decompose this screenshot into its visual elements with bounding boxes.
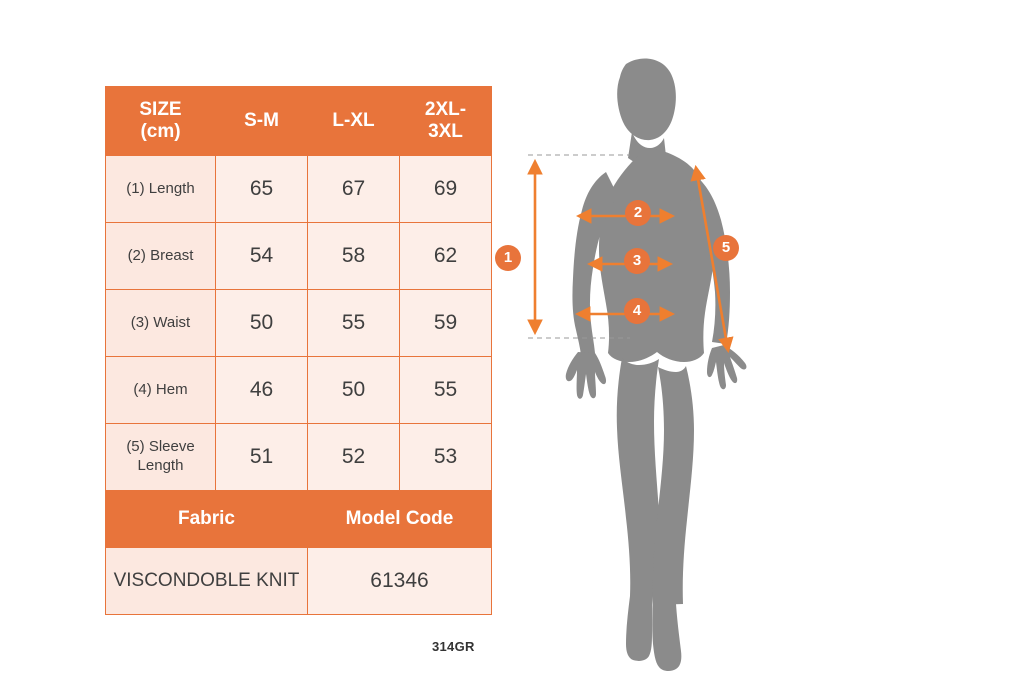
marker-3-waist: 3 bbox=[624, 248, 650, 274]
row-label-hem: (4) Hem bbox=[106, 357, 216, 424]
header-size-2xl3xl bbox=[400, 87, 492, 156]
table-row bbox=[106, 223, 492, 290]
marker-5-sleeve-length: 5 bbox=[713, 235, 739, 261]
cell-length-2xl3xl: 69 bbox=[400, 156, 492, 223]
table-header-row bbox=[106, 87, 492, 156]
header-size-line1: SIZE bbox=[139, 99, 182, 121]
cell-model-code-value: 61346 bbox=[308, 548, 492, 615]
fabric-header-row bbox=[106, 491, 492, 548]
mannequin-illustration bbox=[500, 20, 900, 690]
header-size-line2: (cm) bbox=[140, 121, 181, 142]
cell-fabric-value: VISCONDOBLE KNIT bbox=[106, 548, 308, 615]
cell-breast-lxl: 58 bbox=[308, 223, 400, 290]
marker-2-breast: 2 bbox=[625, 200, 651, 226]
body-silhouette bbox=[566, 58, 747, 671]
fabric-value-row bbox=[106, 548, 492, 615]
size-table bbox=[105, 86, 492, 615]
cell-sleeve-lxl: 52 bbox=[308, 424, 400, 491]
cell-waist-sm: 50 bbox=[216, 290, 308, 357]
cell-length-sm: 65 bbox=[216, 156, 308, 223]
gram-code-label: 314GR bbox=[432, 639, 475, 654]
table-row bbox=[106, 156, 492, 223]
table-row bbox=[106, 290, 492, 357]
header-fabric: Fabric bbox=[106, 491, 308, 548]
header-size bbox=[106, 87, 216, 156]
cell-sleeve-sm: 51 bbox=[216, 424, 308, 491]
cell-sleeve-2xl3xl: 53 bbox=[400, 424, 492, 491]
row-label-sleeve-length: (5) Sleeve Length bbox=[106, 424, 216, 491]
cell-length-lxl: 67 bbox=[308, 156, 400, 223]
header-size-2xl3xl-line1: 2XL- bbox=[424, 99, 467, 121]
row-label-waist: (3) Waist bbox=[106, 290, 216, 357]
cell-hem-lxl: 50 bbox=[308, 357, 400, 424]
row-label-breast: (2) Breast bbox=[106, 223, 216, 290]
table-row bbox=[106, 424, 492, 491]
cell-hem-sm: 46 bbox=[216, 357, 308, 424]
size-table-container bbox=[105, 86, 491, 615]
cell-hem-2xl3xl: 55 bbox=[400, 357, 492, 424]
marker-1-length: 1 bbox=[495, 245, 521, 271]
marker-4-hem: 4 bbox=[624, 298, 650, 324]
header-size-lxl: L-XL bbox=[308, 87, 400, 156]
cell-breast-sm: 54 bbox=[216, 223, 308, 290]
table-row bbox=[106, 357, 492, 424]
header-size-sm: S-M bbox=[216, 87, 308, 156]
header-size-2xl3xl-line2: 3XL bbox=[428, 121, 463, 142]
cell-breast-2xl3xl: 62 bbox=[400, 223, 492, 290]
figure-diagram bbox=[500, 20, 900, 690]
cell-waist-2xl3xl: 59 bbox=[400, 290, 492, 357]
row-label-length: (1) Length bbox=[106, 156, 216, 223]
header-model-code: Model Code bbox=[308, 491, 492, 548]
cell-waist-lxl: 55 bbox=[308, 290, 400, 357]
